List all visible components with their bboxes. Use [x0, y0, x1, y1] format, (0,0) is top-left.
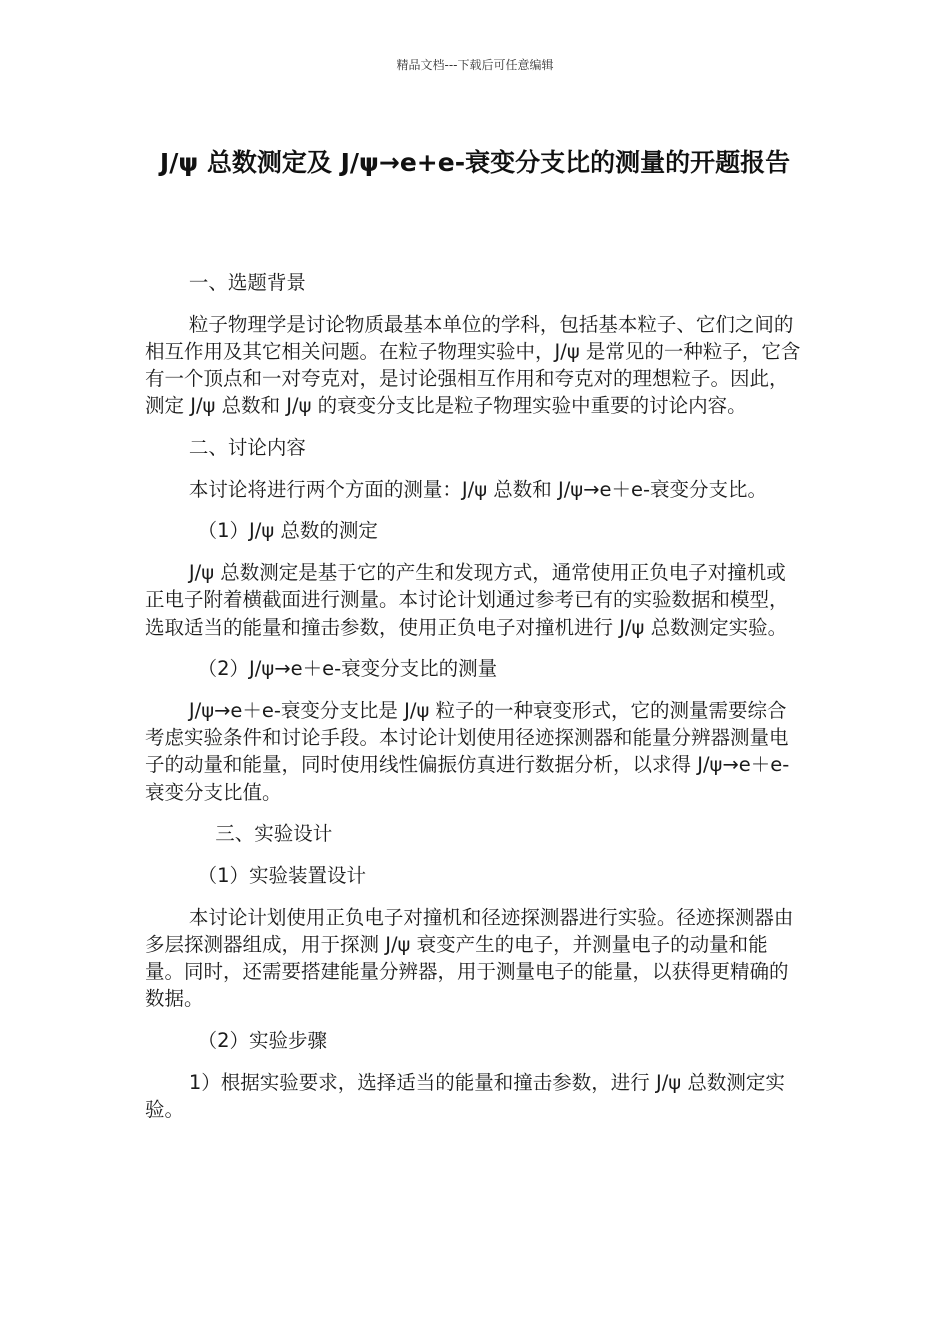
section-heading-background: 一、选题背景 — [188, 271, 306, 294]
subheading-experiment-steps: （2）实验步骤 — [197, 1028, 328, 1052]
paragraph-step-1: 1）根据实验要求，选择适当的能量和撞击参数，进行 J/ψ 总数测定实验。 — [145, 1070, 785, 1121]
document-title: J/ψ 总数测定及 J/ψ→e+e-衰变分支比的测量的开题报告 — [159, 148, 791, 177]
paragraph-background: 粒子物理学是讨论物质最基本单位的学科，包括基本粒子、它们之间的相互作用及其它相关问题。在粒子物理实验中，J/ψ 是常见的一种粒子，它含有一个顶点和一对夸克对，是讨论强相互作用和夸克对的理想粒子。因此，测定 J/ψ 总数和 J/ψ 的衰变分支比是粒子物理实验中重要的讨论内容。 — [145, 312, 801, 418]
subheading-branching-ratio: （2）J/ψ→e＋e-衰变分支比的测量 — [197, 657, 498, 681]
section-heading-content: 二、讨论内容 — [188, 436, 306, 460]
document-body — [145, 269, 805, 1123]
subheading-apparatus-design: （1）实验装置设计 — [197, 863, 367, 887]
section-heading-experiment-design: 三、实验设计 — [215, 822, 333, 846]
paragraph-total-measurement: J/ψ 总数测定是基于它的产生和发现方式，通常使用正负电子对撞机或正电子附着横截面进行测量。本讨论计划通过参考已有的实验数据和模型，选取适当的能量和撞击参数，使用正负电子对撞机进行 J/ψ 总数测定实验。 — [145, 561, 789, 639]
paragraph-branching-ratio: J/ψ→e＋e-衰变分支比是 J/ψ 粒子的一种衰变形式，它的测量需要综合考虑实验条件和讨论手段。本讨论计划使用径迹探测器和能量分辨器测量电子的动量和能量，同时使用线性偏振仿真进行数据分析，以求得 J/ψ→e＋e-衰变分支比值。 — [145, 698, 790, 804]
paragraph-apparatus-design: 本讨论计划使用正负电子对撞机和径迹探测器进行实验。径迹探测器由多层探测器组成，用于探测 J/ψ 衰变产生的电子，并测量电子的动量和能量。同时，还需要搭建能量分辨器，用于测量电子的能量，以获得更精确的数据。 — [145, 905, 794, 1011]
subheading-total-measurement: （1）J/ψ 总数的测定 — [197, 519, 378, 543]
page-header-watermark: 精品文档---下载后可任意编辑 — [396, 58, 554, 72]
paragraph-content-intro: 本讨论将进行两个方面的测量：J/ψ 总数和 J/ψ→e＋e-衰变分支比。 — [188, 477, 768, 501]
